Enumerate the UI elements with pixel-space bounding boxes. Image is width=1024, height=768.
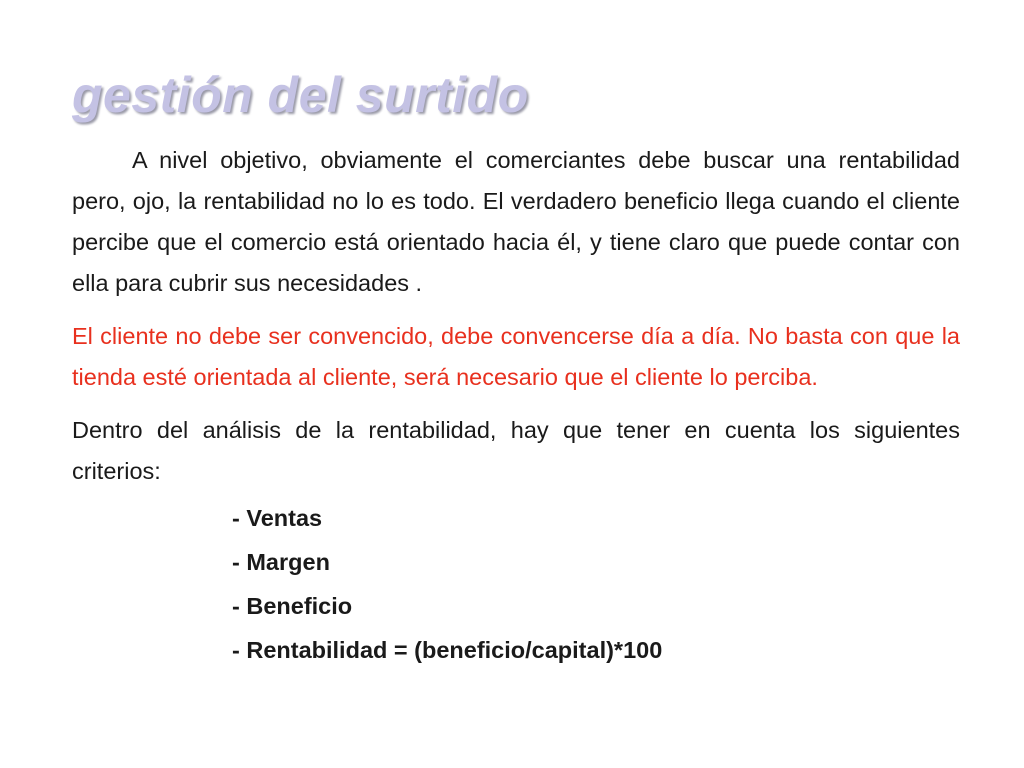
highlight-paragraph: El cliente no debe ser convencido, debe convencerse día a día. No basta con que la tienda esté orientada al cliente, será necesario que el cliente lo perciba. — [72, 323, 960, 390]
slide-body — [72, 140, 960, 672]
criteria-item-beneficio: - Beneficio — [232, 593, 353, 619]
criteria-intro-paragraph: Dentro del análisis de la rentabilidad, hay que tener en cuenta los siguientes criterios: — [72, 417, 960, 484]
intro-paragraph: A nivel objetivo, obviamente el comerciantes debe buscar una rentabilidad pero, ojo, la rentabilidad no lo es todo. El verdadero beneficio llega cuando el cliente percibe que el comercio está orientado hacia él, y tiene claro que puede contar con ella para cubrir sus necesidades . — [72, 147, 960, 296]
criteria-item-rentabilidad: - Rentabilidad = (beneficio/capital)*100 — [232, 637, 663, 663]
slide-title: gestión del surtido — [72, 67, 529, 123]
criteria-item-ventas: - Ventas — [232, 505, 323, 531]
criteria-list — [72, 496, 960, 672]
criteria-item-margen: - Margen — [232, 549, 330, 575]
